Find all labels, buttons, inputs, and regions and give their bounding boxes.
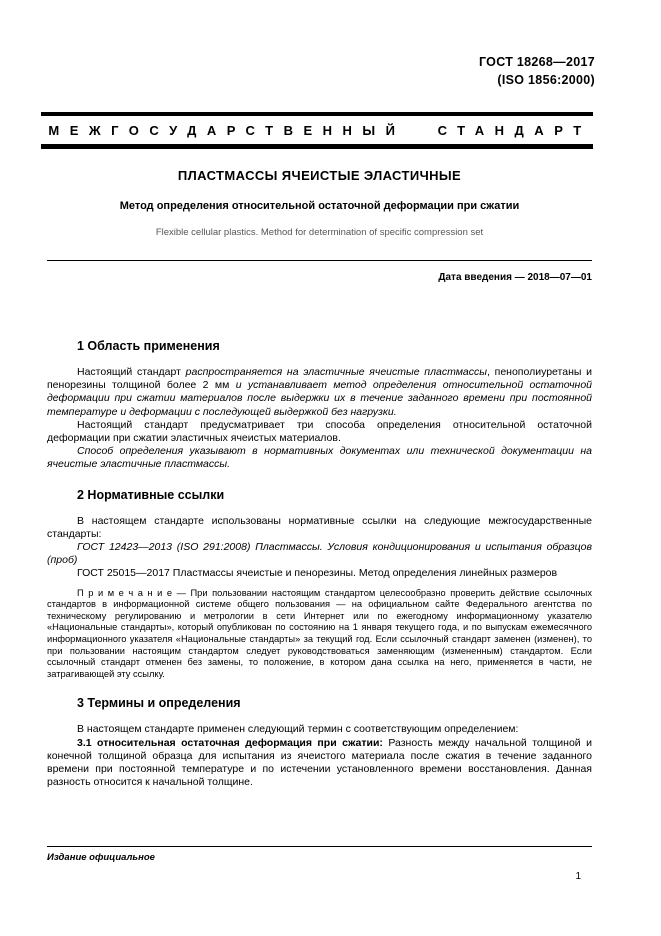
section-1-paragraph-1 — [47, 366, 592, 419]
official-edition-note: Издание официальное — [47, 852, 155, 863]
text-run: , пенополиуретаны и пенорезины толщиной более 2 мм — [47, 366, 593, 392]
doc-iso-reference: (ISO 1856:2000) — [497, 73, 595, 87]
document-title: ПЛАСТМАССЫ ЯЧЕИСТЫЕ ЭЛАСТИЧНЫЕ — [177, 168, 462, 183]
note-text: При пользовании настоящим стандартом целесообразно проверить действие ссылочных стандартов в информационной системе общего пользования — на официальном сайте Федерального агентства по техническому регулированию и метрологии в сети Интернет или по ежегодному информационному указателю «Национальные стандарты», который опубликован по состоянию на 1 января текущего года, и по выпускам ежемесячного информационного указателя «Национальные стандарты» за текущий год. Если ссылочный стандарт заменен (изменен), то при пользовании настоящим стандартом следует руководствоваться заменяющим (измененным) стандартом. Если ссылочный стандарт отменен без замены, то положение, в котором дана ссылка на него, применяется в части, не затрагивающей эту ссылку. — [47, 587, 592, 679]
section-2-heading: 2 Нормативные ссылки — [77, 487, 225, 502]
term-label: 3.1 относительная остаточная деформация при сжатии: — [77, 736, 389, 749]
section-2-paragraph-1: В настоящем стандарте использованы нормативные ссылки на следующие межгосударственные стандарты: — [47, 514, 592, 540]
section-1-paragraph-3: Способ определения указывают в нормативных документах или технической документации на ячеистые эластичные пластмассы. — [47, 445, 592, 471]
interstate-standard-band — [41, 112, 593, 149]
section-1-paragraph-2: Настоящий стандарт предусматривает три способа определения относительной остаточной деформации при сжатии эластичных ячеистых материалов. — [47, 418, 592, 445]
text-run-italic: и устанавливает метод определения относительной остаточной деформации при сжатии материалов после выдержки их в течение заданного времени при постоянной температуре и деформации с последующей выдержкой без нагрузки. — [47, 379, 592, 418]
text-run: Настоящий стандарт — [77, 366, 186, 378]
introduction-date: Дата введения — 2018—07—01 — [438, 272, 592, 283]
title-divider-rule — [47, 260, 592, 261]
text-run-italic: распространяется на эластичные ячеистые пластмассы — [185, 366, 487, 378]
term-definition-text: Разность между начальной толщиной и конечной толщиной образца для испытания из ячеистого материала после сжатия в течение заданного времени при постоянной температуре и по истечении установленного времени восстановления. Данная разность относится к начальной толщине. — [47, 736, 592, 789]
band-rule-bottom — [41, 144, 593, 149]
doc-number: ГОСТ 18268—2017 — [478, 55, 595, 69]
band-title: МЕЖГОСУДАРСТВЕННЫЙ СТАНДАРТ — [48, 123, 592, 138]
section-2-reference-1: ГОСТ 12423—2013 (ISO 291:2008) Пластмассы. Условия кондиционирования и испытания образцов (проб) — [47, 541, 592, 567]
doc-id-block — [479, 53, 595, 89]
footer-divider-rule — [47, 846, 592, 847]
section-3-paragraph-1: В настоящем стандарте применен следующий термин с соответствующим определением: — [77, 723, 519, 736]
section-3-heading: 3 Термины и определения — [77, 696, 241, 711]
document-subtitle-english: Flexible cellular plastics. Method for determination of specific compression set — [155, 227, 484, 238]
section-1-heading: 1 Область применения — [77, 339, 220, 353]
section-2-reference-2: ГОСТ 25015—2017 Пластмассы ячеистые и пенорезины. Метод определения линейных размеров — [77, 567, 558, 580]
page-number: 1 — [575, 871, 581, 882]
note-label: П р и м е ч а н и е — — [77, 587, 191, 598]
section-2-note — [47, 588, 592, 681]
section-3-term-definition — [47, 737, 592, 790]
document-subtitle: Метод определения относительной остаточной деформации при сжатии — [119, 200, 520, 212]
